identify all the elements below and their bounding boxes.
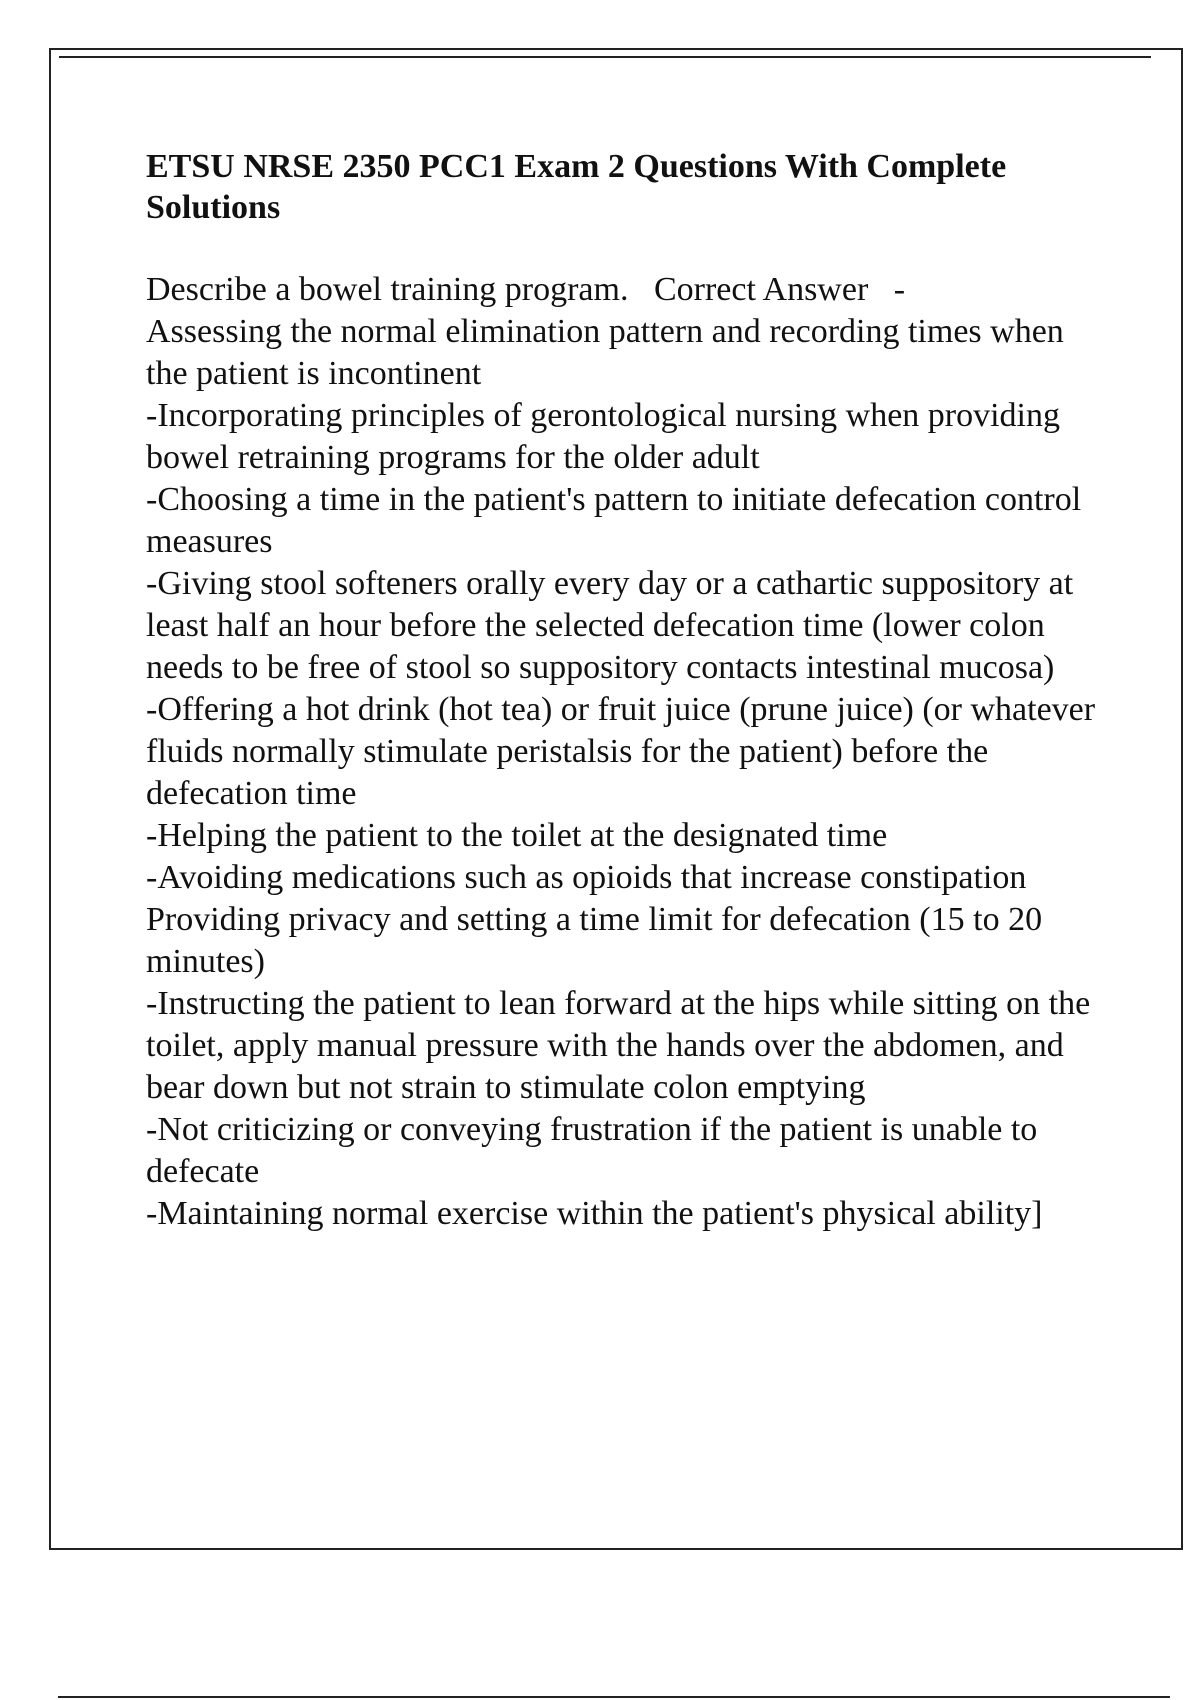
answer-item: -Not criticizing or conveying frustration if the patient is unable to defecate: [146, 1111, 1038, 1190]
next-page-top-rule: [58, 1696, 1170, 1698]
document-title: ETSU NRSE 2350 PCC1 Exam 2 Questions With Complete Solutions: [146, 148, 1007, 226]
document-content: [146, 146, 1096, 1235]
answer-item: -Helping the patient to the toilet at the designated time: [146, 817, 888, 854]
answer-item: Providing privacy and setting a time limit for defecation (15 to 20 minutes): [146, 901, 1043, 980]
top-rule: [59, 56, 1151, 58]
answer-item: -Instructing the patient to lean forward at the hips while sitting on the toilet, apply manual pressure with the hands over the abdomen, and bear down but not strain to stimulate colon emptying: [146, 985, 1091, 1106]
answer-item: -Maintaining normal exercise within the patient's physical ability]: [146, 1195, 1043, 1232]
answer-item: -Giving stool softeners orally every day or a cathartic suppository at least half an hour before the selected defecation time (lower colon needs to be free of stool so suppository contacts intestinal mucosa): [146, 565, 1074, 686]
answer-item: -Avoiding medications such as opioids that increase constipation: [146, 859, 1027, 896]
question-block: [146, 269, 1096, 1235]
answer-list: [146, 311, 1096, 1235]
answer-item: -Choosing a time in the patient's pattern to initiate defecation control measures: [146, 481, 1082, 560]
answer-item: -Offering a hot drink (hot tea) or fruit juice (prune juice) (or whatever fluids normally stimulate peristalsis for the patient) before the defecation time: [146, 691, 1096, 812]
question-prompt: Describe a bowel training program. Correct Answer -: [146, 271, 906, 308]
answer-item: -Incorporating principles of gerontological nursing when providing bowel retraining programs for the older adult: [146, 397, 1060, 476]
answer-item: Assessing the normal elimination pattern and recording times when the patient is incontinent: [146, 313, 1064, 392]
